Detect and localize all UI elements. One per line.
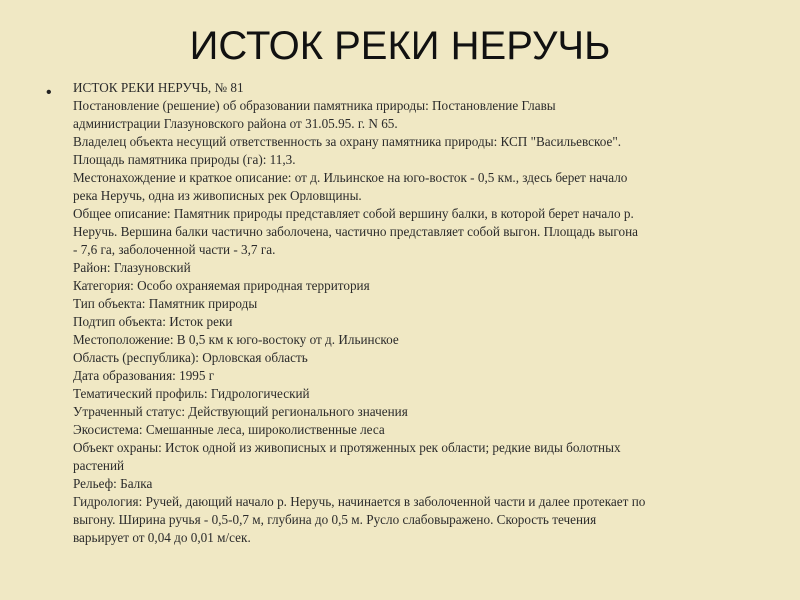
text-line: Тематический профиль: Гидрологический: [73, 386, 310, 401]
text-line: река Неручь, одна из живописных рек Орловщины.: [73, 188, 362, 203]
text-line: ИСТОК РЕКИ НЕРУЧЬ, № 81: [73, 80, 244, 95]
bullet-marker: •: [46, 84, 52, 101]
text-line: Площадь памятника природы (га): 11,3.: [73, 152, 296, 167]
text-line: - 7,6 га, заболоченной части - 3,7 га.: [73, 242, 276, 257]
text-line: варьирует от 0,04 до 0,01 м/сек.: [73, 530, 251, 545]
text-line: Дата образования: 1995 г: [73, 368, 215, 383]
text-line: Район: Глазуновский: [73, 260, 191, 275]
text-line: Утраченный статус: Действующий регионального значения: [73, 404, 408, 419]
text-line: Подтип объекта: Исток реки: [73, 314, 233, 329]
text-line: Постановление (решение) об образовании памятника природы: Постановление Главы: [73, 98, 556, 113]
body-text: [73, 79, 763, 547]
text-line: Гидрология: Ручей, дающий начало р. Неручь, начинается в заболоченной части и далее протекает по: [73, 494, 646, 509]
text-line: Рельеф: Балка: [73, 476, 153, 491]
text-line: Общее описание: Памятник природы представляет собой вершину балки, в которой берет начало р.: [73, 206, 634, 221]
text-line: администрации Глазуновского района от 31.05.95. г. N 65.: [73, 116, 398, 131]
text-line: выгону. Ширина ручья - 0,5-0,7 м, глубина до 0,5 м. Русло слабовыражено. Скорость течения: [73, 512, 597, 527]
text-line: Тип объекта: Памятник природы: [73, 296, 258, 311]
text-line: Местонахождение и краткое описание: от д. Ильинское на юго-восток - 0,5 км., здесь берет начало: [73, 170, 628, 185]
text-line: Область (республика): Орловская область: [73, 350, 308, 365]
text-line: Владелец объекта несущий ответственность за охрану памятника природы: КСП "Васильевское".: [73, 134, 622, 149]
text-line: Категория: Особо охраняемая природная территория: [73, 278, 370, 293]
text-line: Экосистема: Смешанные леса, широколиственные леса: [73, 422, 385, 437]
text-line: Неручь. Вершина балки частично заболочена, частично представляет собой выгон. Площадь выгона: [73, 224, 639, 239]
text-line: Местоположение: В 0,5 км к юго-востоку от д. Ильинское: [73, 332, 399, 347]
slide-title: ИСТОК РЕКИ НЕРУЧЬ: [189, 24, 611, 68]
text-line: растений: [73, 458, 125, 473]
text-line: Объект охраны: Исток одной из живописных и протяженных рек области; редкие виды болотных: [73, 440, 621, 455]
